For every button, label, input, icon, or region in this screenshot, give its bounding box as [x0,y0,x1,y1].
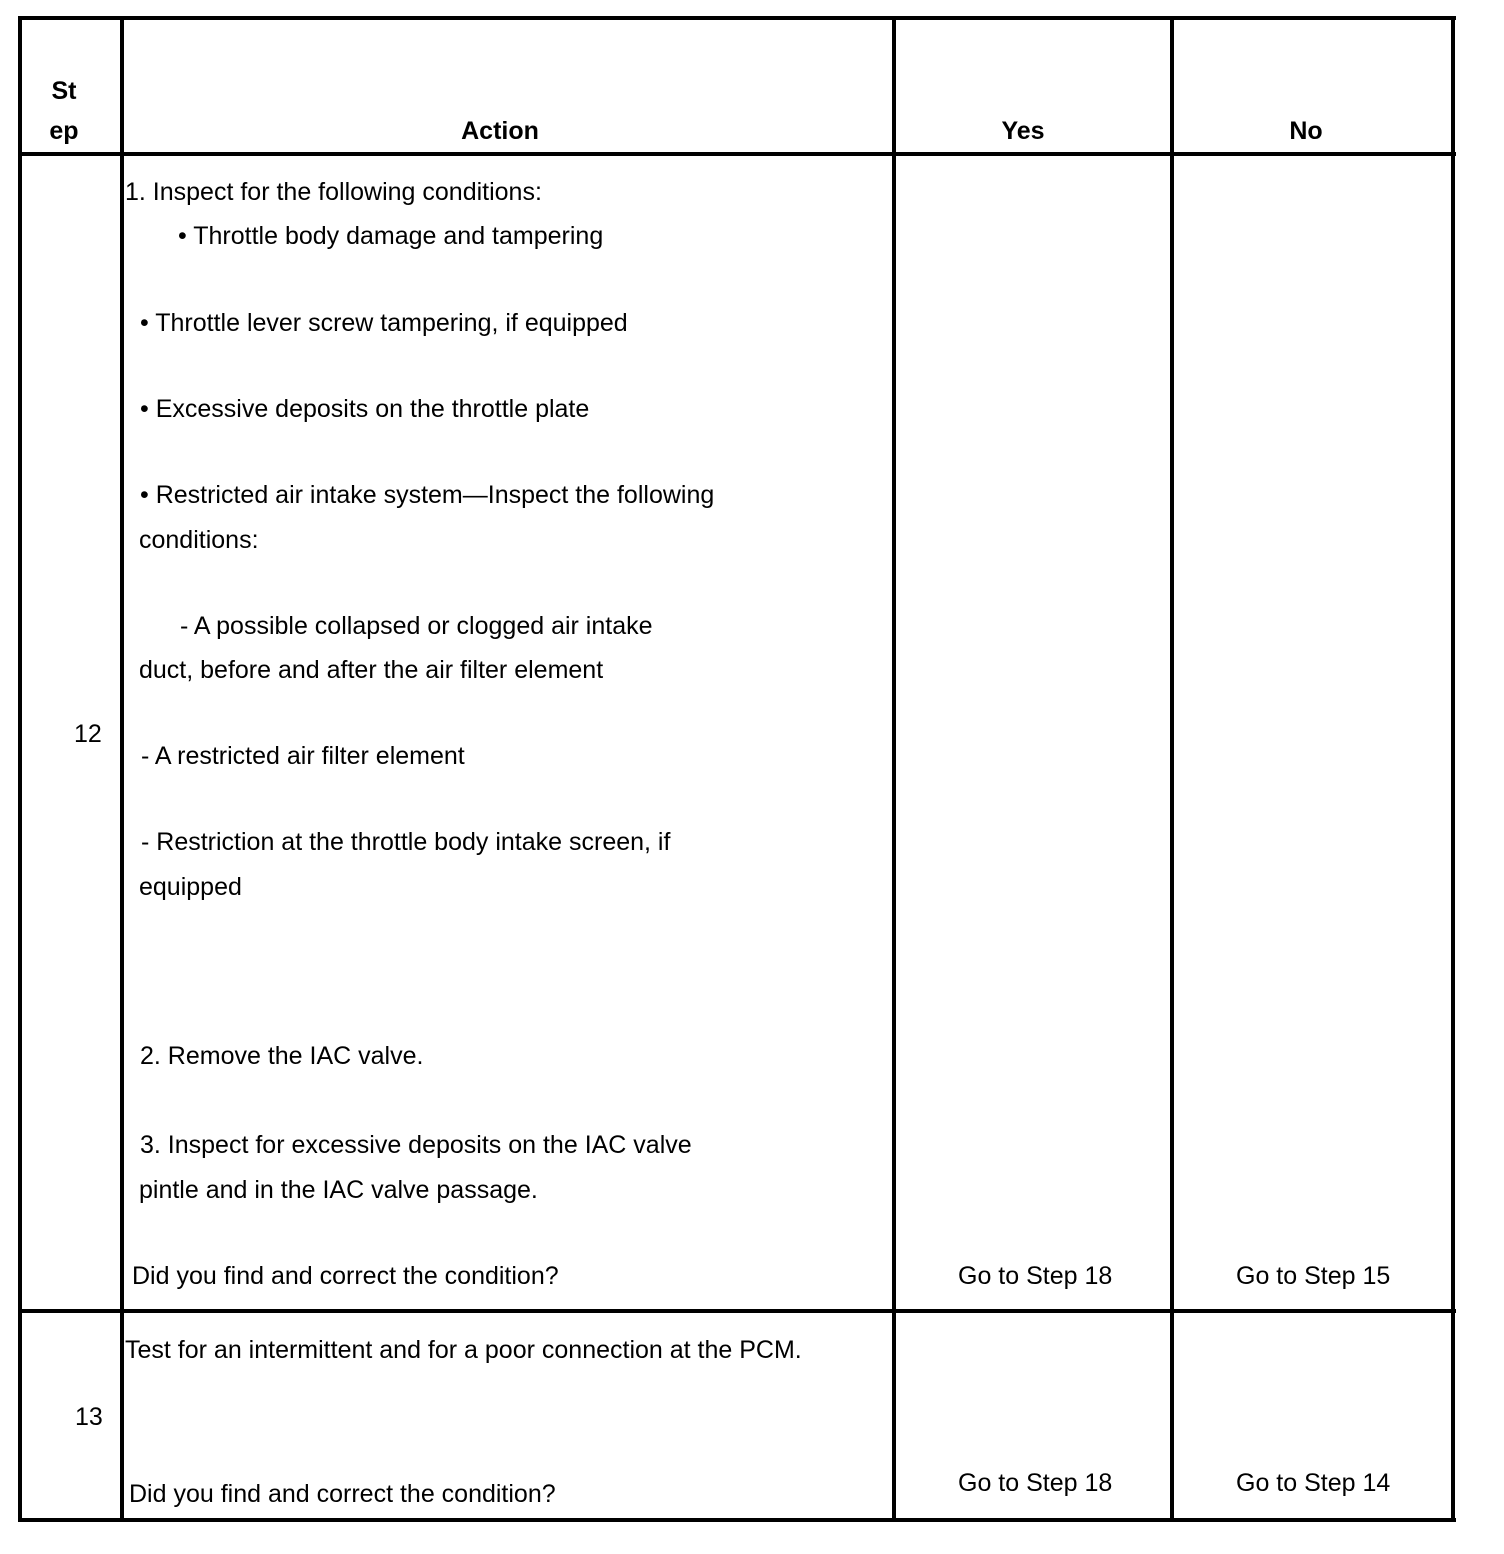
row-12-question: Did you find and correct the condition? [132,1262,559,1290]
row-divider [18,1309,1456,1313]
row-12-bullet3: • Excessive deposits on the throttle plate [140,395,590,423]
column-divider-step [120,16,124,1522]
table-border-left [18,16,22,1522]
row-12-item3-line2: pintle and in the IAC valve passage. [139,1176,538,1204]
row-12-no: Go to Step 15 [1236,1262,1391,1290]
row-13-question: Did you find and correct the condition? [129,1480,556,1508]
table-border-top [18,16,1456,20]
row-12-bullet2: • Throttle lever screw tampering, if equipped [140,309,628,337]
header-step [22,71,106,151]
row-13-step: 13 [75,1403,103,1431]
header-step-line1: St [51,77,77,105]
row-12-item3-line1: 3. Inspect for excessive deposits on the IAC valve [140,1131,692,1159]
row-12-sub1-line1: - A possible collapsed or clogged air intake [180,612,653,640]
row-12-bullet1: • Throttle body damage and tampering [178,222,604,250]
row-12-item2: 2. Remove the IAC valve. [140,1042,424,1070]
header-no: No [1289,117,1323,145]
header-step-line2: ep [49,117,79,145]
row-12-sub3-line2: equipped [139,873,242,901]
row-12-yes: Go to Step 18 [958,1262,1113,1290]
row-12-sub2: - A restricted air filter element [141,742,465,770]
row-13-action: Test for an intermittent and for a poor connection at the PCM. [125,1336,802,1364]
column-divider-action [892,16,896,1522]
table-border-bottom [18,1518,1456,1522]
row-12-sub3-line1: - Restriction at the throttle body intake screen, if [141,828,671,856]
row-12-bullet4-line2: conditions: [139,526,259,554]
row-13-yes: Go to Step 18 [958,1469,1113,1497]
table-border-right [1451,16,1455,1522]
header-action: Action [461,117,539,145]
column-divider-yes [1170,16,1174,1522]
row-13-no: Go to Step 14 [1236,1469,1391,1497]
header-bottom-rule [18,152,1456,156]
row-12-sub1-line2: duct, before and after the air filter element [139,656,604,684]
row-12-step: 12 [74,720,102,748]
row-12-bullet4-line1: • Restricted air intake system—Inspect the following [140,481,715,509]
row-12-item1: 1. Inspect for the following conditions: [125,178,542,206]
header-yes: Yes [1001,117,1045,145]
